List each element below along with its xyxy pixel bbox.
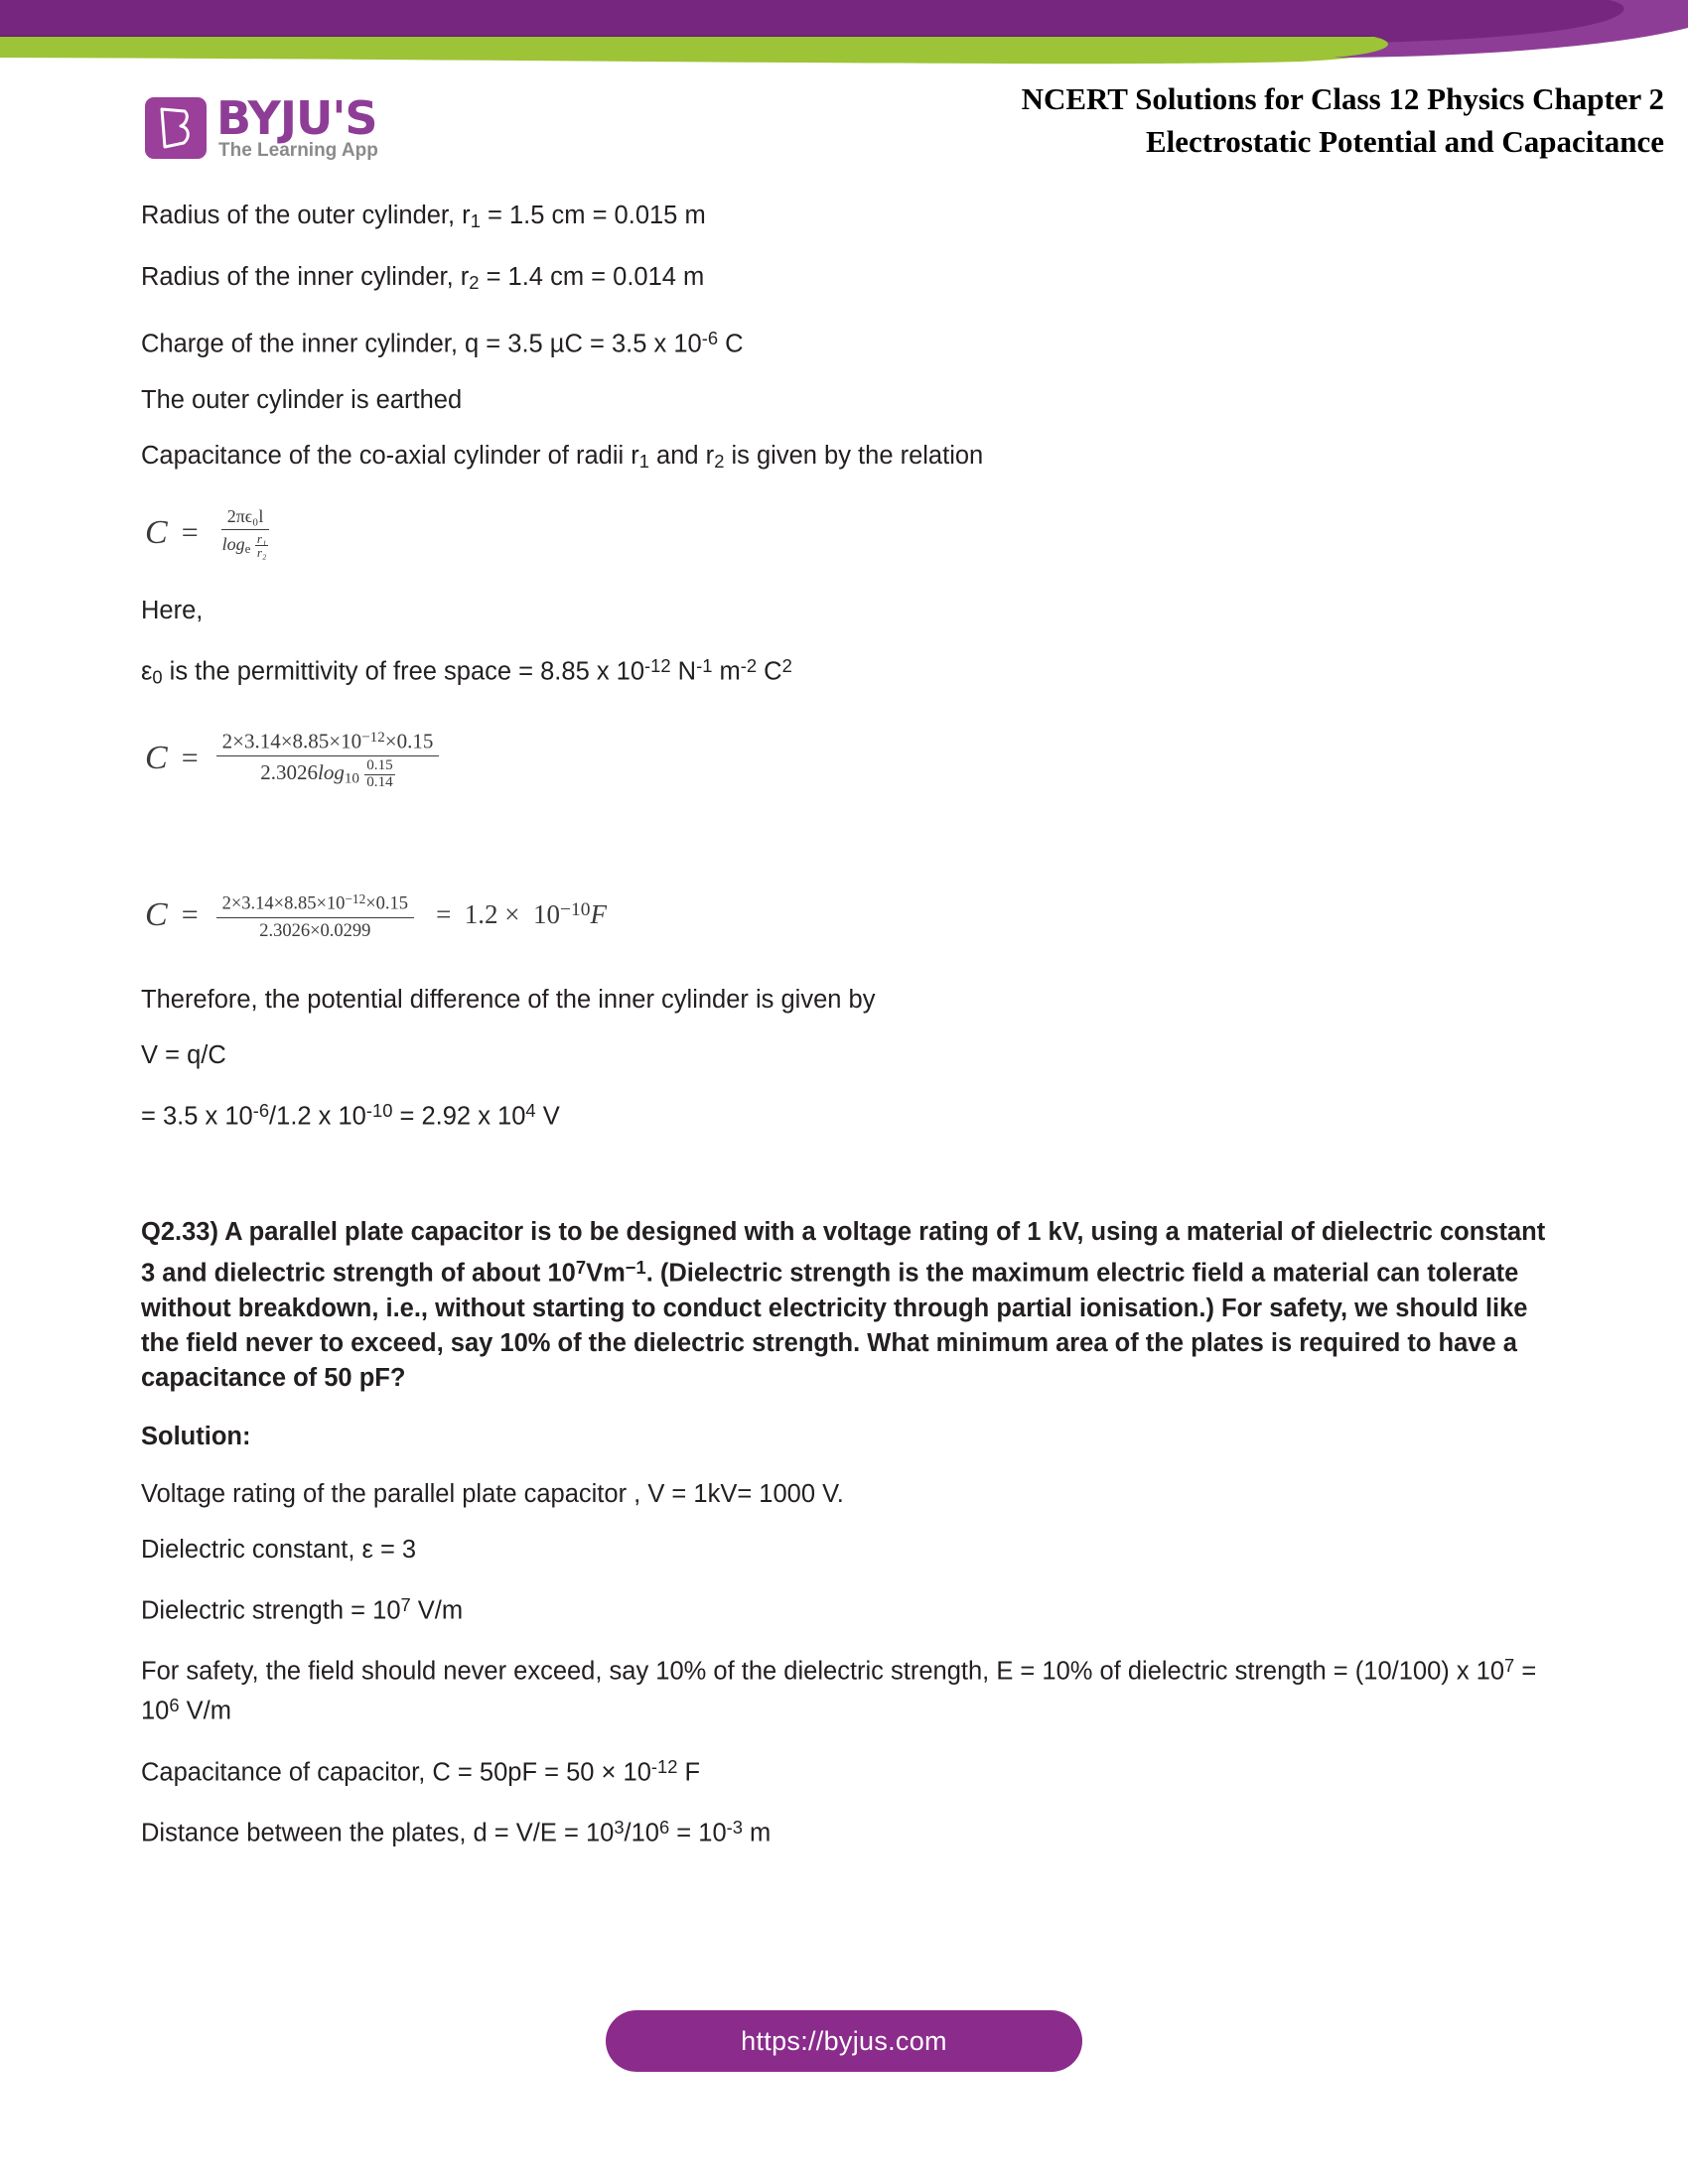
text-charge-inner-cylinder: Charge of the inner cylinder, q = 3.5 µC = 3.5 x $10^{-6}$ C — [141, 328, 744, 358]
formula-3-equals: = — [181, 897, 199, 931]
text-radius-inner-cylinder: Radius of the inner cylinder, $r_2 = 1.4$ cm = 0.014 m — [141, 263, 705, 294]
formula-1-ratio: $\frac{\text{r₁}}{\text{r₂}}$ — [256, 530, 267, 561]
question-q2-33: Q2.33) A parallel plate capacitor is to be designed with a voltage rating of 1 kV, using a material of dielectric constant 3 and dielectric strength of about $10^7Vm^{-1}$. (Dielectric strength is the maximum electric field a material can tolerate without breakdown, i.e., without starting to conduct electricity through partial ionisation.) For safety, we should like the field never to exceed, say 10% of the dielectric strength. What minimum area of the plates is required to have a capacitance of 50 pF? — [141, 1217, 1546, 1392]
document-content — [141, 199, 1551, 1872]
text-capacitance-relation: Capacitance of the co-axial cylinder of radii $r_1$ and $r_2$ is given by the relation — [141, 441, 984, 472]
formula-3-fraction — [216, 887, 414, 944]
text-permittivity: $\varepsilon_0$ is the permittivity of free space = 8.85 x $10^{-12}$ $N^{-1}$ $m^{-2}$ $C^2$ — [141, 654, 792, 688]
text-v-equals-q-over-c: V = q/C — [141, 1041, 226, 1070]
formula-capacitance-substituted — [145, 725, 1551, 792]
formula-2-numerator: $2\times 3.14\times 8.85\times 10^{-12}\times 0.15$ — [216, 725, 440, 756]
text-dielectric-strength: Dielectric strength = $10^7$ V/m — [141, 1593, 464, 1625]
text-radius-outer-cylinder: Radius of the outer cylinder, $r_1 = 1.5$ cm = 0.015 m — [141, 202, 706, 232]
question-number: Q2.33) — [141, 1217, 218, 1246]
text-capacitance-of-capacitor: Capacitance of capacitor, $C = 50pF = 50 \times 10^{-12}$ F — [141, 1755, 701, 1787]
formula-2-variable: C — [145, 739, 168, 776]
text-safety-field-limit: For safety, the field should never exceed, say 10% of the dielectric strength, E = 10% of dielectric strength = (10/100) x $10^7 = 10^6$ V/m — [141, 1655, 1537, 1725]
text-dielectric-constant: Dielectric constant, ε = 3 — [141, 1535, 417, 1564]
text-distance-between-plates: Distance between the plates, $d = V/E = 10^3/10^6 = 10^{-3}$ m — [141, 1817, 772, 1848]
byjus-url-button[interactable] — [606, 2010, 1082, 2072]
formula-2-denominator: $2.3026\log_{10}$ $\frac{0.15}{0.14}$ — [260, 757, 393, 790]
formula-capacitance-result — [145, 887, 1551, 944]
byjus-logo-tagline: The Learning App — [218, 140, 378, 161]
formula-3-denominator: 2.3026×0.0299 — [259, 921, 371, 942]
formula-3-variable: C — [145, 895, 168, 933]
formula-3-numerator: $2\times 3.14\times 8.85\times 10^{-12}\times 0.15$ — [216, 887, 414, 919]
byjus-logo — [145, 91, 443, 169]
formula-2-equals: = — [181, 741, 199, 774]
text-outer-cylinder-earthed: The outer cylinder is earthed — [141, 385, 463, 414]
formula-1-variable: C — [145, 513, 168, 551]
formula-1-denominator: $\log_e$ $\frac{\text{r₁}}{\text{r₂}}$ — [221, 530, 267, 561]
formula-1-fraction — [216, 506, 275, 560]
byjus-logo-mark-icon — [145, 97, 207, 159]
solution-label: Solution: — [141, 1422, 251, 1450]
byjus-logo-wordmark: BYJU'S — [216, 91, 377, 145]
text-here: Here, — [141, 596, 204, 624]
formula-1-equals: = — [181, 515, 199, 549]
formula-capacitance-coaxial — [145, 506, 1551, 560]
formula-3-result: = $1.2 \times 10^{-10}F$ — [436, 899, 607, 930]
text-potential-difference-result: = 3.5 x $10^{-6}/1.2$ x $10^{-10} = 2.92$ x $10^4$ V — [141, 1100, 560, 1131]
byjus-url-label: https://byjus.com — [741, 2025, 947, 2056]
page-title-line-2: Electrostatic Potential and Capacitance — [1145, 124, 1664, 159]
formula-2-ratio: $\frac{0.15}{0.14}$ — [366, 757, 393, 790]
formula-2-fraction — [216, 725, 440, 792]
header-banner — [0, 0, 1688, 79]
text-voltage-rating: Voltage rating of the parallel plate capacitor , V = 1kV= 1000 V. — [141, 1479, 844, 1508]
page-title — [671, 77, 1664, 163]
text-therefore-potential-difference: Therefore, the potential difference of the inner cylinder is given by — [141, 986, 876, 1015]
page-title-line-1: NCERT Solutions for Class 12 Physics Chapter 2 — [1021, 81, 1664, 116]
formula-1-numerator: 2πϵ₀l — [221, 506, 270, 530]
